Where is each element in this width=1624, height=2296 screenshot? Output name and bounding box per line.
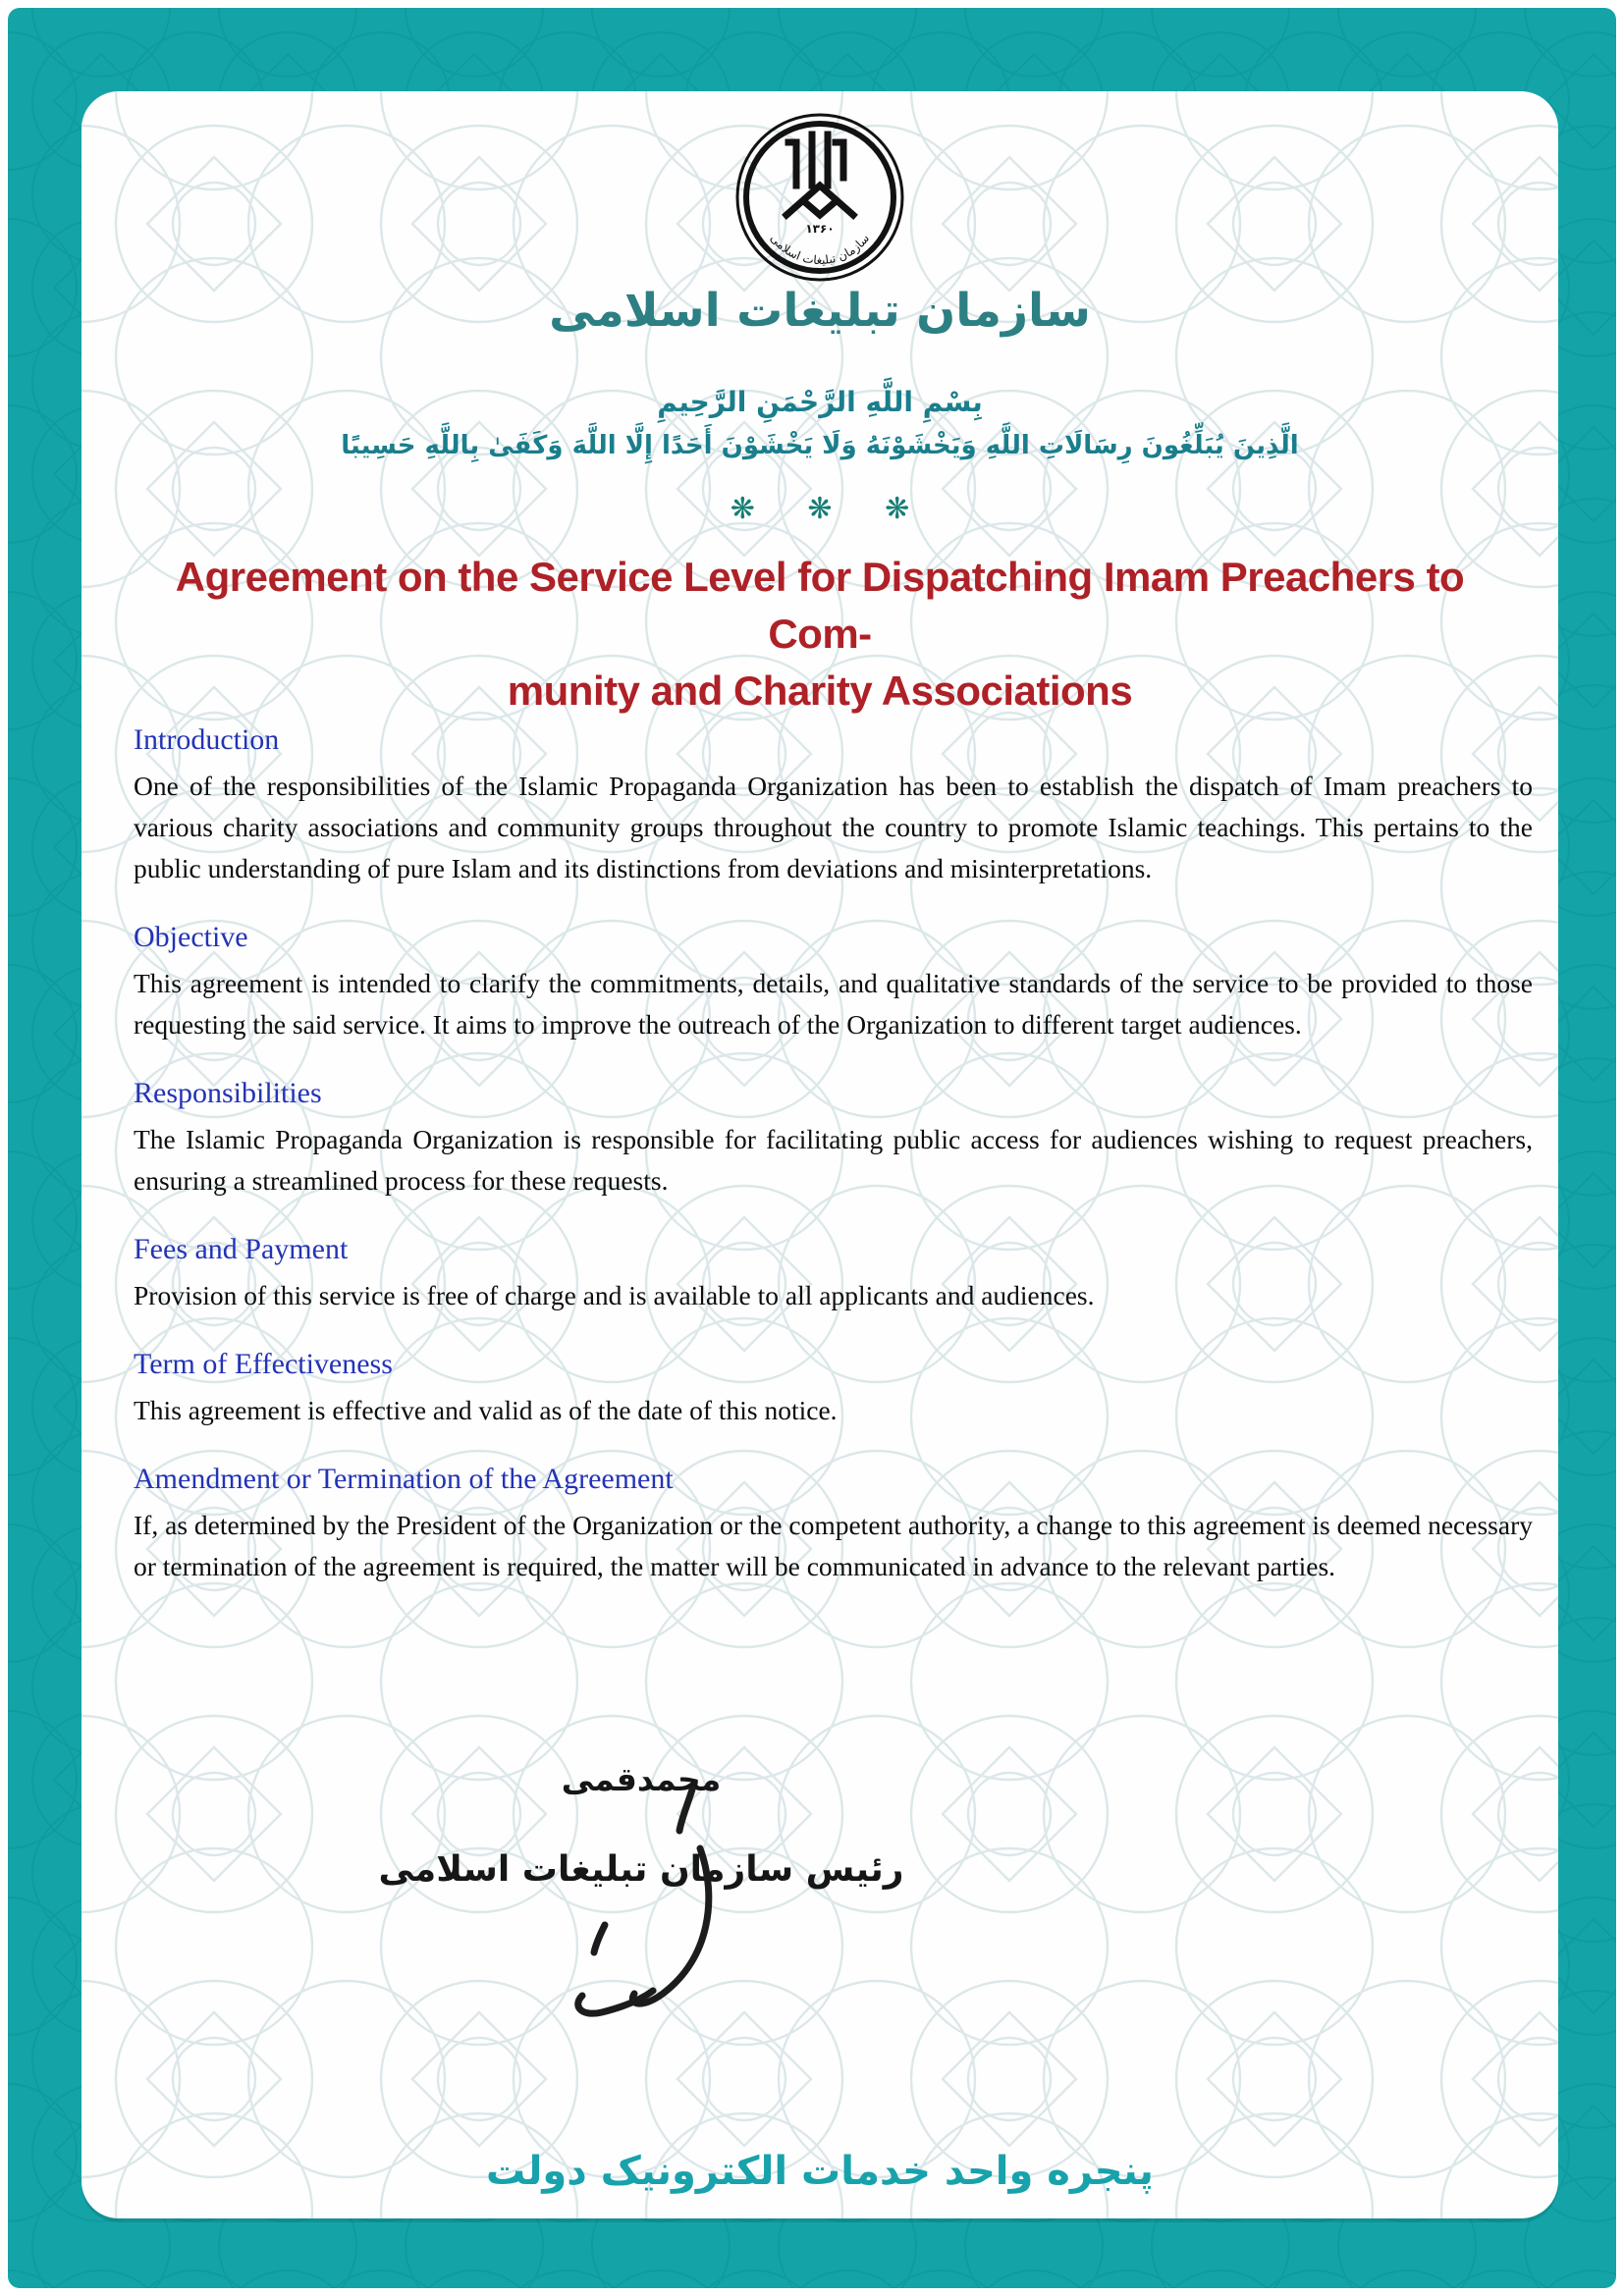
- section-amendment-or-termination: [134, 1459, 1533, 1587]
- section-body: This agreement is effective and valid as of the date of this notice.: [134, 1395, 838, 1425]
- section-body: This agreement is intended to clarify the commitments, details, and qualitative standards of the service to be provided to those requesting the said service. It aims to improve the outreach of the Organization to different target audiences.: [134, 968, 1533, 1040]
- teal-border-frame: [8, 8, 1616, 2288]
- flower-ornament-icons: ❋ ❋ ❋: [730, 492, 932, 526]
- document-content: [81, 91, 1558, 2218]
- emblem-year: ۱۳۶۰: [805, 222, 835, 236]
- section-heading: Objective: [134, 921, 248, 953]
- section-introduction: [134, 720, 1533, 889]
- organization-logo: [81, 109, 1558, 286]
- organization-emblem-icon: [733, 109, 906, 286]
- section-body: Provision of this service is free of charge and is available to all applicants and audiences.: [134, 1280, 1095, 1310]
- section-responsibilities: [134, 1073, 1533, 1201]
- organization-calligraphy: سازمان تبلیغات اسلامی: [549, 284, 1091, 338]
- document-card: [81, 91, 1558, 2218]
- section-term-of-effectiveness: [134, 1344, 1533, 1431]
- handwritten-signature-icon: [543, 1776, 749, 2031]
- section-body: The Islamic Propaganda Organization is responsible for facilitating public access for audiences wishing to request preachers, ensuring a streamlined process for these requests.: [134, 1124, 1533, 1196]
- emblem-ring-text: سازمان تبلیغات اسلامی: [767, 231, 873, 267]
- section-heading: Fees and Payment: [134, 1233, 349, 1265]
- bismillah-line: بِسْمِ اللَّهِ الرَّحْمَنِ الرَّحِيمِ: [657, 386, 983, 418]
- quran-verse-line: الَّذِينَ يُبَلِّغُونَ رِسَالَاتِ اللَّهِ وَيَخْشَوْنَهُ وَلَا يَخْشَوْنَ أَحَدًا إِلَّا اللَّهَ وَكَفَىٰ بِاللَّهِ حَسِيبًا: [341, 431, 1299, 460]
- section-heading: Introduction: [134, 723, 280, 756]
- section-heading: Responsibilities: [134, 1077, 322, 1109]
- section-heading: Amendment or Termination of the Agreement: [134, 1463, 674, 1495]
- document-title-line2: munity and Charity Associations: [507, 667, 1133, 714]
- section-fees-and-payment: [134, 1229, 1533, 1316]
- document-title-line1: Agreement on the Service Level for Dispatching Imam Preachers to Com-: [175, 554, 1465, 657]
- signatory-name: محمدقمی: [561, 1760, 722, 1798]
- section-heading: Term of Effectiveness: [134, 1348, 393, 1380]
- document-title: [140, 549, 1499, 720]
- section-objective: [134, 917, 1533, 1045]
- signatory-title: رئیس سازمان تبلیغات اسلامی: [378, 1849, 904, 1890]
- section-body: If, as determined by the President of the Organization or the competent authority, a change to this agreement is deemed necessary or termination of the agreement is required, the matter will be communicated in advance to the relevant parties.: [134, 1510, 1533, 1581]
- footer-egov-text: پنجره واحد خدمات الکترونیک دولت: [486, 2149, 1154, 2194]
- sections: [134, 720, 1533, 1615]
- section-body: One of the responsibilities of the Islamic Propaganda Organization has been to establish the dispatch of Imam preachers to various charity associations and community groups throughout the country to promote Islamic teachings. This pertains to the public understanding of pure Islam and its distinctions from deviations and misinterpretations.: [134, 771, 1533, 883]
